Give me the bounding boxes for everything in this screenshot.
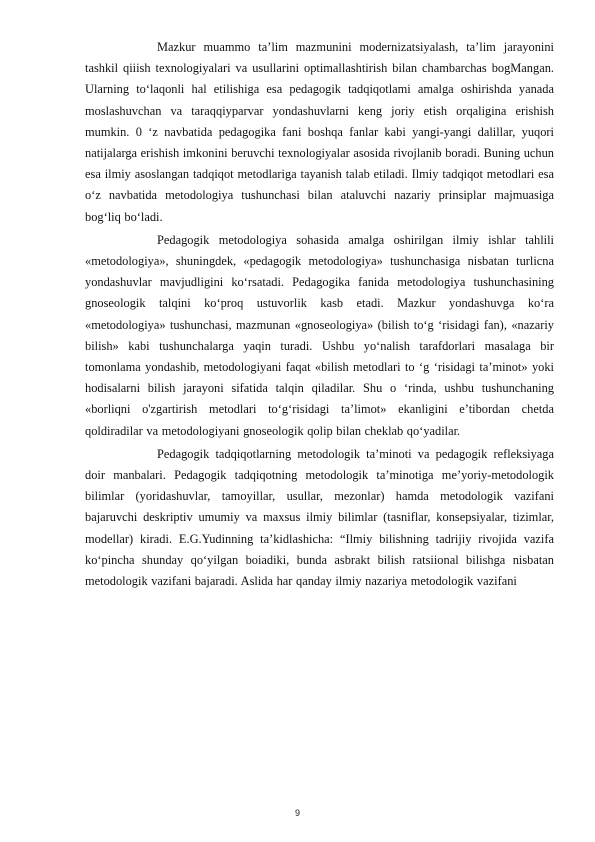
paragraph-2: Pedagogik metodologiya sohasida amalga oshirilgan ilmiy ishlar tahlili «metodologiya», shuningdek, «pedagogik metodologiya» tushunchasiga nisbatan turlicna yondashuvlar mavjudligini ko‘rsatadi. Pedagogika fanida metodologiya tushunchasining gnoseologik talqini ko‘proq ustuvorlik kasb etadi. Mazkur yondashuvga ko‘ra «metodologiya» tushunchasi, mazmunan «gnoseologiya» (bilish to‘g ‘risidagi fan), «nazariy bilish» kabi tushunchalarga yaqin turadi. Ushbu yo‘nalish tarafdorlari masalaga bir tomonlama yondashib, metodologiyani faqat «bilish metodlari to ‘g ‘risidagi ta’minot» yoki hodisalarni bilish jarayoni sifatida talqin qiladilar. Shu o ‘rinda, ushbu tushunchaning «borliqni o'zgartirish metodlari to‘g‘risidagi ta’limot» ekanligini e’tibordan chetda qoldiradilar va metodologiyani gnoseologik qolip bilan cheklab qo‘yadilar. xyxy=(85,232,554,438)
page-number: 9 xyxy=(294,808,300,818)
document-page xyxy=(85,37,554,594)
paragraph-3: Pedagogik tadqiqotlarning metodologik ta’minoti va pedagogik refleksiyaga doir manbalari. Pedagogik tadqiqotning metodologik ta’minotiga me’yoriy-metodologik bilimlar (yoridashuvlar, tamoyillar, usullar, mezonlar) hamda metodologik vazifani bajaruvchi deskriptiv umumiy va maxsus ilmiy bilimlar (tasniflar, konsepsiyalar, tizimlar, modellar) kiradi. E.G.Yudinning ta’kidlashicha: “Ilmiy bilishning tadrijiy rivojida vazifa ko‘pincha shunday qo‘yilgan boiadiki, bunda asbrakt bilish ratsiional bilishga nisbatan metodologik vazifani bajaradi. Aslida har qanday ilmiy nazariya metodologik vazifani xyxy=(85,446,554,589)
paragraph-1: Mazkur muammo ta’lim mazmunini modernizatsiyalash, ta’lim jarayonini tashkil qiiish texnologiyalari va usullarini optimallashtirish bilan chambarchas bogMangan. Ularning to‘laqonli hal etilishiga esa pedagogik tadqiqotlami amalga oshirishda yanada moslashuvchan va taraqqiyparvar yondashuvlarni keng joriy etish orqaligina erishish mumkin. 0 ‘z navbatida pedagogika fani boshqa fanlar kabi yangi-yangi dalillar, yuqori natijalarga erishish imkonini beruvchi texnologiyalar asosida rivojlanib boradi. Buning uchun esa ilmiy asoslangan tadqiqot metodlariga tayanish talab etiladi. Ilmiy tadqiqot metodlari esa o‘z navbatida metodologiya tushunchasi bilan ataluvchi nazariy prinsiplar majmuasiga bog‘liq bo‘ladi. xyxy=(85,40,554,224)
